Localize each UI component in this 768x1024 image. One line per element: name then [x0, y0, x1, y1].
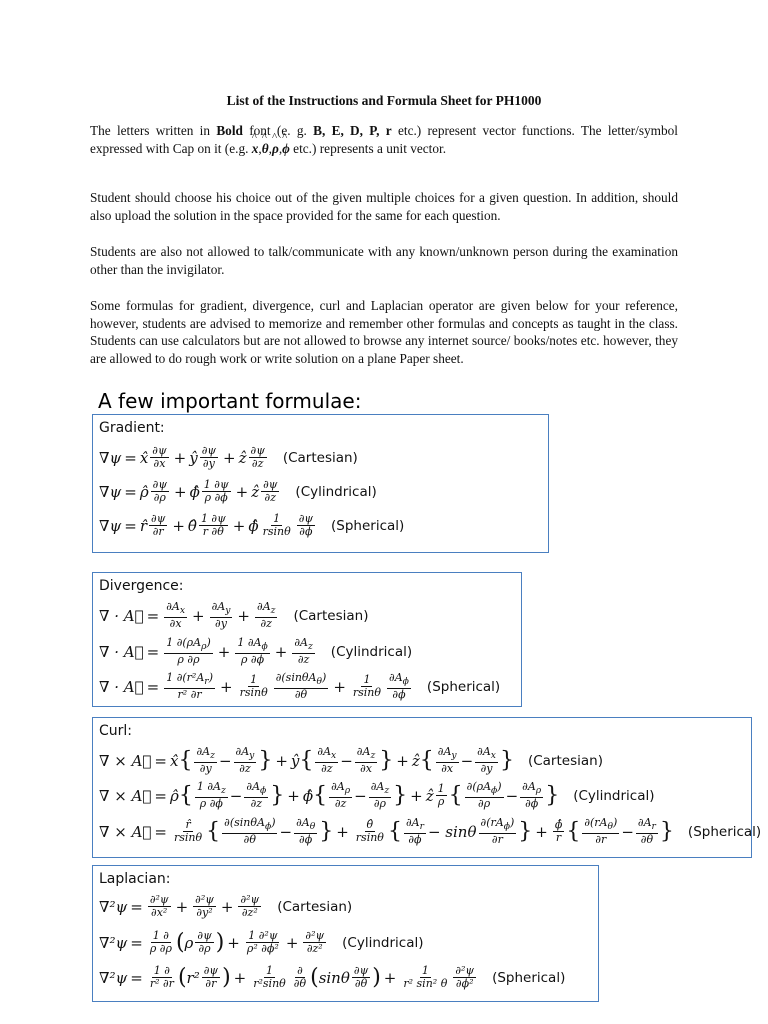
unit-phi: ^ ϕ — [282, 140, 290, 158]
gradient-cylindrical: ∇ψ = ρ̂ $\frac{\partial\psi}{\partial\rho}$ + ϕ̂ $\frac{1 \partial\psi}{\rho \partial\phi}$ + ẑ $\frac{\partial\psi}{\partial z}$ (Cylindrical) — [99, 478, 377, 504]
curl-title: Curl: — [99, 723, 133, 739]
divergence-box — [92, 572, 522, 707]
divergence-cylindrical: ∇ · A⃗ = $\frac{1 \partial(\rho A_\rho)}{\rho \partial\rho}$ + $\frac{1 \partial A_\phi}{\rho \partial\phi}$ + $\frac{\partial A_z}{\partial z}$ (Cylindrical) — [99, 636, 413, 667]
divergence-spherical: ∇ · A⃗ = $\frac{1 \partial(r^2A_r)}{\text{r² ∂r}}$ + $\frac{1}{rsin\theta}$ $\frac{\partial(\sin\theta A_\theta)}{\partial\theta}$ + $\frac{1}{rsin\theta}$ $\frac{\partial A_\phi}{\partial\phi}$ (Spherical) — [99, 671, 501, 702]
laplacian-box — [92, 865, 599, 1002]
laplacian-cartesian: ∇²ψ = $\frac{\text{∂²ψ}}{\text{∂x²}}$ + $\frac{\text{∂²ψ}}{\text{∂y²}}$ + $\frac{\text{∂²ψ}}{\text{∂z²}}$ (Cartesian) — [99, 893, 353, 919]
gradient-spherical: ∇ψ = r̂ $\frac{\partial\psi}{\partial r}$ + θ̂ $\frac{1 \partial\psi}{r \partial\theta}$ + ϕ̂ $\frac{1}{rsin\theta}$ $\frac{\partial\psi}{\partial\phi}$ (Spherical) — [99, 512, 405, 538]
instruction-choices: Student should choose his choice out of the given multiple choices for a given question. In addition, should also upload the solution in the space provided for the same for each question. — [90, 190, 678, 223]
formulae-heading: A few important formulae: — [98, 389, 362, 413]
curl-cartesian: ∇ × A⃗ = x̂ { $\frac{\partial A_z}{\partial y}$ − $\frac{\partial A_y}{\partial z}$ } + ŷ { $\frac{\partial A_x}{\partial z}$ − $\frac{\partial A_z}{\partial x}$ } + ẑ { $\frac{\partial A_y}{\partial x}$ − $\frac{\partial A_x}{\partial y}$ } (Cartesian) — [99, 745, 603, 776]
gradient-cartesian: ∇ψ = x̂ $\frac{\partial\psi}{\partial x}$ + ŷ $\frac{\partial\psi}{\partial y}$ + ẑ $\frac{\partial\psi}{\partial z}$ (Cartesian) — [99, 444, 358, 470]
instruction-conduct: Students are also not allowed to talk/communicate with any known/unknown person during the examination other than the invigilator. — [90, 244, 678, 277]
unit-x: ^ x — [252, 140, 259, 158]
unit-theta: ^ θ — [262, 140, 269, 158]
divergence-cartesian: ∇ · A⃗ = $\frac{\partial A_x}{\partial x}$ + $\frac{\partial A_y}{\partial y}$ + $\frac{\partial A_z}{\partial z}$ (Cartesian) — [99, 600, 369, 631]
divergence-title: Divergence: — [99, 578, 184, 594]
laplacian-title: Laplacian: — [99, 871, 171, 887]
curl-cylindrical: ∇ × A⃗ = ρ̂ { $\frac{1 \partial A_z}{\rho \partial\phi}$ − $\frac{\partial A_\phi}{\partial z}$ } + ϕ̂ { $\frac{\partial A_\rho}{\partial z}$ − $\frac{\partial A_z}{\partial\rho}$ } + ẑ $\frac{1}{\rho}$ { $\frac{\partial(\rho A_\phi)}{\partial\rho}$ − $\frac{\partial A_\rho}{\partial\phi}$ } (Cylindrical) — [99, 780, 655, 811]
gradient-title: Gradient: — [99, 420, 165, 436]
laplacian-spherical: ∇²ψ = $\frac{1 \partial}{\text{r² ∂r}}$ ( r² $\frac{\partial\psi}{\partial r}$ ) + $\frac{1}{\text{r²sinθ}}$ $\frac{\partial}{\partial\theta}$ ( sinθ $\frac{\partial\psi}{\partial\theta}$ ) + $\frac{1}{\text{r² sin² θ}}$ $\frac{\text{∂²ψ}}{\text{∂ϕ²}}$ (Spherical) — [99, 964, 566, 990]
curl-spherical: ∇ × A⃗ = $\frac{r̂}{rsin\theta}$ { $\frac{\partial(\sin\theta A_\phi)}{\partial\theta}$ − $\frac{\partial A_\theta}{\partial\phi}$ } + $\frac{\thetâ}{rsin\theta}$ { $\frac{\partial A_r}{\partial\phi}$ − sinθ $\frac{\partial(rA_\phi)}{\partial r}$ } + $\frac{\phî}{r}$ { $\frac{\partial(rA_\theta)}{\partial r}$ − $\frac{\partial A_r}{\partial\theta}$ } (Spherical) — [99, 816, 762, 847]
instruction-formulas: Some formulas for gradient, divergence, curl and Laplacian operator are given below for your reference, however, students are advised to memorize and remember other formulas and concepts as taught in the class. Students can use calculators but are not allowed to browse any internet source/ books/notes etc. however, they are allowed to do rough work or write solution on a plane Paper sheet. — [90, 298, 678, 366]
laplacian-cylindrical: ∇²ψ = $\frac{1 \partial}{\rho \partial\rho}$ ( ρ $\frac{\partial\psi}{\partial\rho}$ ) + $\frac{\text{1 ∂²ψ}}{\text{ρ² ∂ϕ²}}$ + $\frac{\text{∂²ψ}}{\text{∂z²}}$ (Cylindrical) — [99, 929, 424, 955]
instruction-notation: The letters written in Bold font (e. g. B, E, D, P, r etc.) represent vector functions. The letter/symbol expressed with Cap on it (e.g. ^ x,^ θ,^ ρ,^ ϕ etc.) represents a unit vector. — [90, 122, 678, 157]
sheet-title: List of the Instructions and Formula Sheet for PH1000 — [226, 93, 542, 108]
curl-box — [92, 717, 762, 858]
gradient-box — [92, 414, 549, 553]
unit-rho: ^ ρ — [272, 140, 279, 158]
